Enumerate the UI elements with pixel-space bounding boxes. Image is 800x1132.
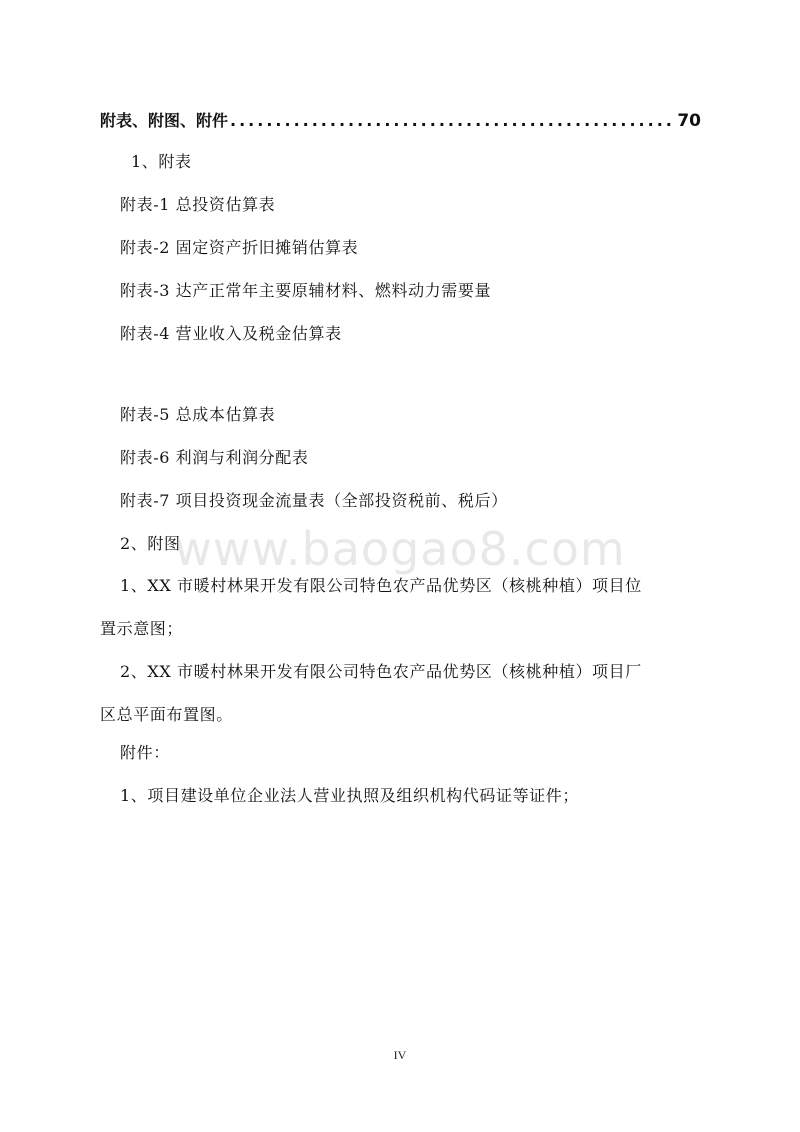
toc-page-number: 70	[677, 111, 701, 131]
toc-entry[interactable]	[100, 108, 701, 134]
watermark: www.baogao8.com	[174, 522, 626, 576]
table-item: 附表-1 总投资估算表	[120, 195, 276, 214]
table-item: 附表-7 项目投资现金流量表（全部投资税前、税后）	[120, 491, 508, 510]
figures-heading: 2、附图	[120, 534, 181, 553]
figure-item-line: 1、XX 市暖村林果开发有限公司特色农产品优势区（核桃种植）项目位	[120, 576, 642, 595]
table-item: 附表-3 达产正常年主要原辅材料、燃料动力需要量	[120, 281, 492, 300]
figure-item-line: 置示意图；	[100, 619, 184, 638]
table-item: 附表-5 总成本估算表	[120, 405, 276, 424]
table-item: 附表-2 固定资产折旧摊销估算表	[120, 238, 359, 257]
figure-item-line: 区总平面布置图。	[100, 705, 233, 724]
toc-title: 附表、附图、附件	[100, 111, 229, 130]
figure-item-line: 2、XX 市暖村林果开发有限公司特色农产品优势区（核桃种植）项目厂	[120, 662, 642, 681]
attachments-heading: 附件：	[120, 743, 170, 762]
table-item: 附表-4 营业收入及税金估算表	[120, 324, 342, 343]
page-number: IV	[393, 1048, 407, 1062]
toc-leader-dots	[230, 111, 673, 130]
table-item: 附表-6 利润与利润分配表	[120, 448, 309, 467]
tables-heading: 1、附表	[131, 152, 192, 171]
attachment-item: 1、项目建设单位企业法人营业执照及组织机构代码证等证件；	[120, 786, 579, 805]
